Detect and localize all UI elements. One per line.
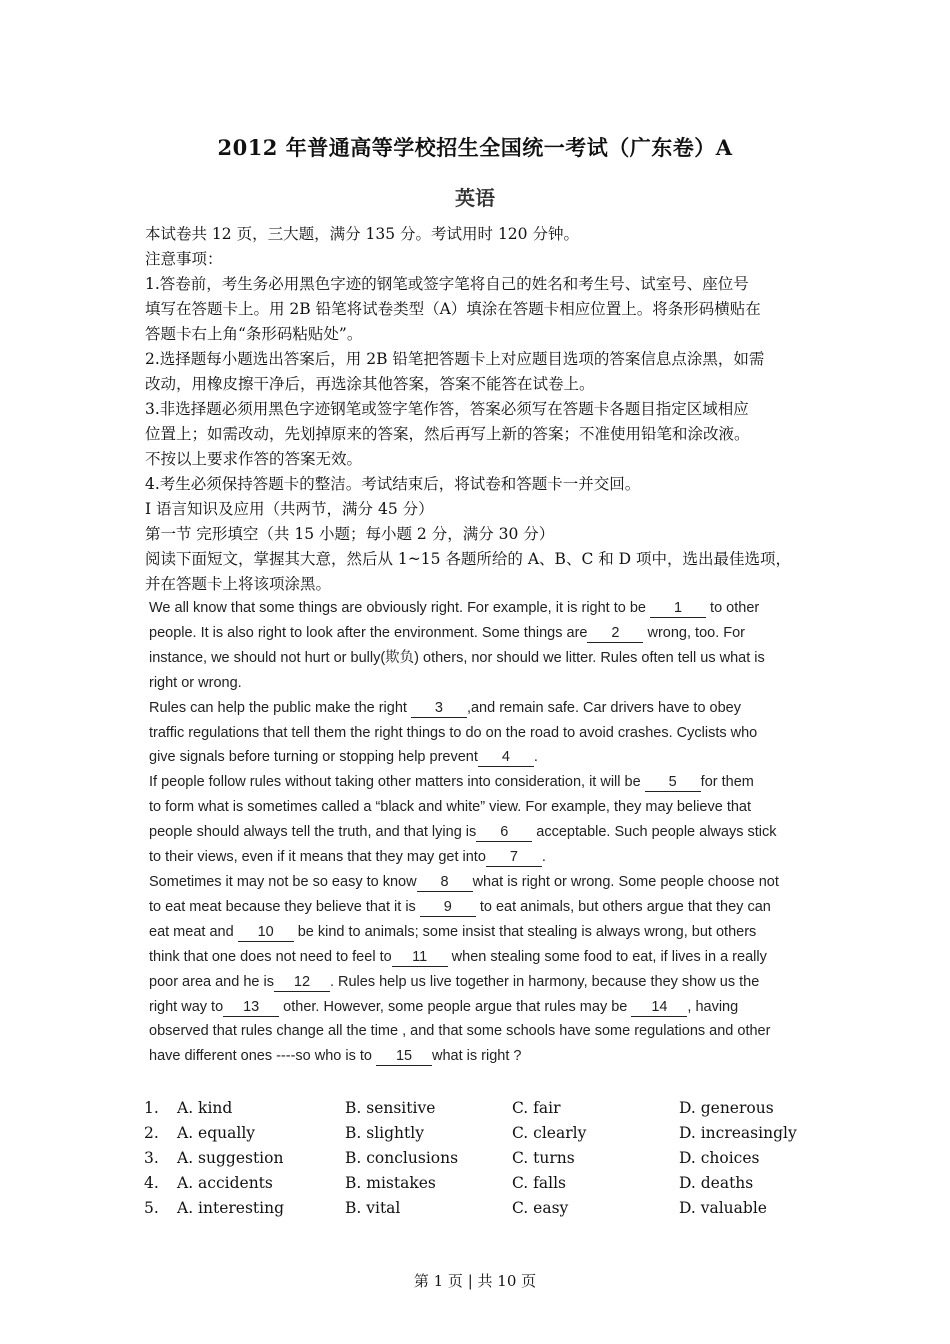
instruction-line: 注意事项： bbox=[145, 250, 223, 268]
passage-text: to other bbox=[706, 600, 760, 616]
instruction-line: 位置上；如需改动，先划掉原来的答案，然后再写上新的答案；不准使用铅笔和涂改液。 bbox=[145, 425, 750, 443]
passage-line bbox=[149, 621, 814, 646]
subject-heading: 英语 bbox=[455, 186, 495, 210]
passage-text: . bbox=[541, 849, 546, 866]
passage-line bbox=[149, 745, 814, 770]
passage-line bbox=[149, 845, 814, 870]
instructions-block bbox=[145, 222, 815, 597]
option-b: B. mistakes bbox=[345, 1174, 436, 1192]
passage-line bbox=[149, 596, 814, 621]
passage-text: think that one does not need to feel to bbox=[149, 948, 392, 965]
cloze-blank: 7 bbox=[486, 848, 542, 867]
question-number: 5. bbox=[144, 1199, 159, 1217]
exam-title: 2012 年普通高等学校招生全国统一考试（广东卷）A bbox=[217, 135, 733, 160]
passage-line bbox=[149, 945, 814, 970]
question-number: 4. bbox=[144, 1174, 159, 1192]
instruction-line: 3.非选择题必须用黑色字迹钢笔或签字笔作答，答案必须写在答题卡各题目指定区域相应 bbox=[145, 400, 749, 418]
passage-text: what is right or wrong. Some people choose not bbox=[472, 873, 779, 890]
instruction-line: 1.答卷前，考生务必用黑色字迹的钢笔或签字笔将自己的姓名和考生号、试室号、座位号 bbox=[145, 275, 749, 293]
option-a: A. equally bbox=[177, 1124, 256, 1142]
passage-line bbox=[149, 870, 814, 895]
cloze-blank: 13 bbox=[223, 998, 279, 1017]
passage-text: to eat meat because they believe that it is bbox=[149, 898, 420, 915]
cloze-blank: 10 bbox=[238, 923, 294, 942]
passage-line bbox=[149, 646, 814, 671]
cloze-blank: 14 bbox=[631, 998, 687, 1017]
passage-text: people should always tell the truth, and that lying is bbox=[149, 824, 477, 841]
cloze-passage bbox=[149, 596, 814, 1069]
passage-line bbox=[149, 895, 814, 920]
instruction-line: 改动，用橡皮擦干净后，再选涂其他答案，答案不能答在试卷上。 bbox=[145, 375, 595, 393]
option-b: B. slightly bbox=[345, 1124, 424, 1142]
passage-line bbox=[149, 1019, 814, 1044]
cloze-blank: 15 bbox=[376, 1047, 432, 1066]
passage-line bbox=[149, 970, 814, 995]
option-row bbox=[144, 1146, 824, 1171]
instruction-line: 4.考生必须保持答题卡的整洁。考试结束后，将试卷和答题卡一并交回。 bbox=[145, 475, 641, 493]
passage-text: Sometimes it may not be so easy to know bbox=[149, 873, 417, 890]
passage-text: We all know that some things are obviously right. For example, it is right to be bbox=[149, 600, 651, 616]
instruction-line: 2.选择题每小题选出答案后，用 2B 铅笔把答题卡上对应题目选项的答案信息点涂黑，如需 bbox=[145, 350, 765, 368]
option-d: D. deaths bbox=[679, 1174, 754, 1192]
question-number: 1. bbox=[144, 1099, 159, 1117]
section-heading: I 语言知识及应用（共两节，满分 45 分） bbox=[145, 500, 434, 518]
passage-text: Rules can help the public make the right bbox=[149, 699, 411, 716]
passage-text: give signals before turning or stopping help prevent bbox=[149, 749, 478, 766]
cloze-blank: 5 bbox=[645, 773, 701, 792]
cloze-blank: 3 bbox=[411, 699, 467, 718]
option-d: D. choices bbox=[679, 1149, 760, 1167]
option-d: D. valuable bbox=[679, 1199, 767, 1217]
option-row bbox=[144, 1096, 824, 1121]
option-c: C. fair bbox=[512, 1099, 561, 1117]
instruction-line: 本试卷共 12 页，三大题，满分 135 分。考试用时 120 分钟。 bbox=[145, 225, 579, 243]
passage-text: ,and remain safe. Car drivers have to obey bbox=[466, 699, 741, 716]
question-number: 3. bbox=[144, 1149, 159, 1167]
option-a: A. kind bbox=[177, 1099, 233, 1117]
passage-text: . bbox=[533, 749, 538, 766]
passage-text: have different ones ----so who is to bbox=[149, 1048, 377, 1065]
passage-text: observed that rules change all the time , and that some schools have some regulations and other bbox=[149, 1023, 771, 1040]
passage-line bbox=[149, 696, 814, 721]
passage-text: acceptable. Such people always stick bbox=[532, 824, 777, 841]
passage-line bbox=[149, 770, 814, 795]
instruction-line: 不按以上要求作答的答案无效。 bbox=[145, 450, 363, 468]
question-number: 2. bbox=[144, 1124, 159, 1142]
instruction-line: 答题卡右上角“条形码粘贴处”。 bbox=[145, 325, 363, 343]
passage-text: to their views, even if it means that they may get into bbox=[149, 849, 486, 866]
cloze-blank: 8 bbox=[417, 873, 473, 892]
passage-line bbox=[149, 1044, 814, 1069]
option-row bbox=[144, 1121, 824, 1146]
cloze-blank: 12 bbox=[274, 973, 330, 992]
option-row bbox=[144, 1171, 824, 1196]
subsection-heading: 第一节 完形填空（共 15 小题；每小题 2 分，满分 30 分） bbox=[145, 525, 555, 543]
option-a: A. accidents bbox=[177, 1174, 273, 1192]
cloze-blank: 6 bbox=[476, 823, 532, 842]
option-d: D. increasingly bbox=[679, 1124, 797, 1142]
passage-text: , having bbox=[687, 998, 739, 1015]
option-a: A. interesting bbox=[177, 1199, 285, 1217]
passage-line bbox=[149, 820, 814, 845]
passage-text: poor area and he is bbox=[149, 973, 274, 990]
cloze-blank: 4 bbox=[478, 748, 534, 767]
passage-text: what is right ? bbox=[432, 1048, 522, 1065]
option-d: D. generous bbox=[679, 1099, 774, 1117]
cloze-blank: 2 bbox=[587, 624, 643, 643]
option-c: C. turns bbox=[512, 1149, 575, 1167]
passage-text: If people follow rules without taking other matters into consideration, it will be bbox=[149, 774, 645, 791]
passage-text: when stealing some food to eat, if lives in a really bbox=[447, 948, 767, 965]
passage-line bbox=[149, 795, 814, 820]
passage-text: traffic regulations that tell them the right things to do on the road to avoid crashes. Cyclists who bbox=[149, 724, 758, 741]
cloze-blank: 11 bbox=[392, 948, 448, 967]
passage-text: right or wrong. bbox=[149, 674, 242, 691]
option-c: C. clearly bbox=[512, 1124, 587, 1142]
passage-text: to eat animals, but others argue that they can bbox=[475, 898, 771, 915]
directions-line: 阅读下面短文，掌握其大意，然后从 1~15 各题所给的 A、B、C 和 D 项中，选出最佳选项， bbox=[145, 550, 792, 568]
cloze-blank: 9 bbox=[420, 898, 476, 917]
option-b: B. conclusions bbox=[345, 1149, 459, 1167]
passage-text: for them bbox=[700, 774, 754, 791]
passage-line bbox=[149, 995, 814, 1020]
passage-text: right way to bbox=[149, 998, 224, 1015]
passage-text: . Rules help us live together in harmony, because they show us the bbox=[329, 973, 760, 990]
passage-text: wrong, too. For bbox=[643, 624, 746, 641]
passage-text: to form what is sometimes called a “black and white” view. For example, they may believe that bbox=[149, 799, 752, 816]
instruction-line: 填写在答题卡上。用 2B 铅笔将试卷类型（A）填涂在答题卡相应位置上。将条形码横贴在 bbox=[145, 300, 761, 318]
passage-text: people. It is also right to look after the environment. Some things are bbox=[149, 624, 588, 641]
option-c: C. falls bbox=[512, 1174, 567, 1192]
passage-text: be kind to animals; some insist that stealing is always wrong, but others bbox=[293, 923, 757, 940]
option-b: B. sensitive bbox=[345, 1099, 436, 1117]
directions-line: 并在答题卡上将该项涂黑。 bbox=[145, 575, 332, 593]
cloze-blank: 1 bbox=[650, 599, 706, 618]
option-c: C. easy bbox=[512, 1199, 569, 1217]
option-row bbox=[144, 1196, 824, 1221]
passage-line bbox=[149, 721, 814, 746]
passage-text: eat meat and bbox=[149, 923, 238, 940]
passage-line bbox=[149, 920, 814, 945]
answer-options bbox=[144, 1096, 824, 1221]
page-footer: 第 1 页 | 共 10 页 bbox=[413, 1272, 537, 1290]
passage-line bbox=[149, 671, 814, 696]
option-a: A. suggestion bbox=[177, 1149, 284, 1167]
option-b: B. vital bbox=[345, 1199, 401, 1217]
passage-text: other. However, some people argue that rules may be bbox=[279, 998, 632, 1015]
passage-text: instance, we should not hurt or bully(欺负) others, nor should we litter. Rules often tell us what is bbox=[149, 649, 765, 666]
